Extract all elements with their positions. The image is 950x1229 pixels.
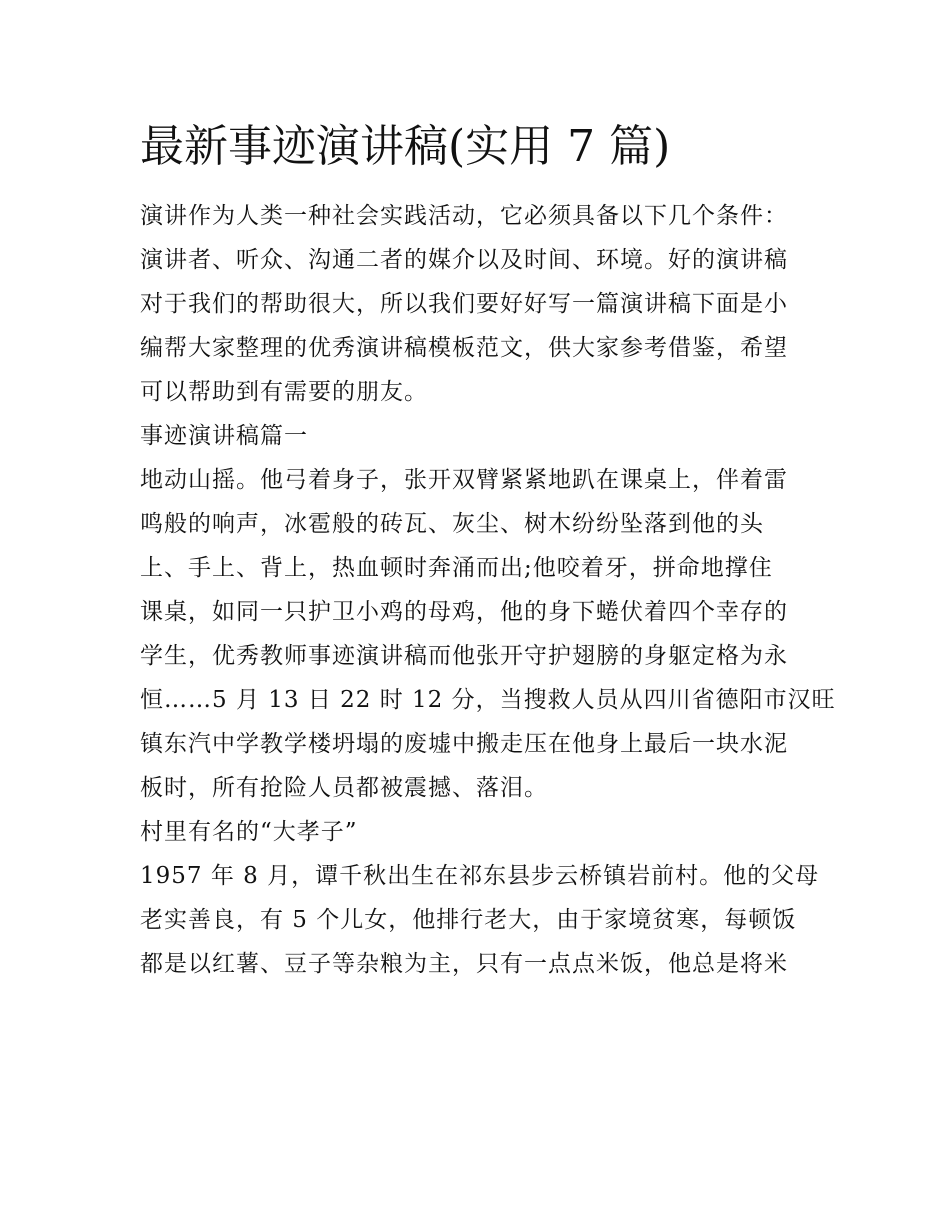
subheading: 村里有名的“大孝子” [140, 819, 358, 845]
intro-line: 可以帮助到有需要的朋友。 [140, 379, 428, 405]
paragraph-line: 恒……5 月 13 日 22 时 12 分，当搜救人员从四川省德阳市汉旺 [140, 687, 836, 713]
body-paragraph-1 [140, 458, 836, 810]
paragraph-line: 老实善良，有 5 个儿女，他排行老大，由于家境贫寒，每顿饭 [140, 907, 797, 933]
paragraph-line: 1957 年 8 月，谭千秋出生在祁东县步云桥镇岩前村。他的父母 [140, 863, 820, 889]
section-heading: 事迹演讲稿篇一 [140, 423, 308, 449]
document-title: 最新事迹演讲稿(实用 7 篇) [140, 121, 671, 172]
paragraph-line: 鸣般的响声，冰雹般的砖瓦、灰尘、树木纷纷坠落到他的头 [140, 511, 764, 537]
paragraph-line: 镇东汽中学教学楼坍塌的废墟中搬走压在他身上最后一块水泥 [140, 731, 788, 757]
intro-paragraph [140, 194, 812, 414]
body-paragraph-2 [140, 854, 820, 986]
paragraph-line: 上、手上、背上，热血顿时奔涌而出;他咬着牙，拼命地撑住 [140, 555, 773, 581]
paragraph-line: 学生，优秀教师事迹演讲稿而他张开守护翅膀的身躯定格为永 [140, 643, 788, 669]
document-body [140, 112, 836, 986]
intro-line: 演讲者、听众、沟通二者的媒介以及时间、环境。好的演讲稿 [140, 247, 788, 273]
intro-line: 编帮大家整理的优秀演讲稿模板范文，供大家参考借鉴，希望 [140, 335, 788, 361]
intro-line: 演讲作为人类一种社会实践活动，它必须具备以下几个条件： [140, 203, 788, 229]
paragraph-line: 板时，所有抢险人员都被震撼、落泪。 [140, 775, 548, 801]
paragraph-line: 都是以红薯、豆子等杂粮为主，只有一点点米饭，他总是将米 [140, 951, 788, 977]
intro-line: 对于我们的帮助很大，所以我们要好好写一篇演讲稿下面是小 [140, 291, 788, 317]
paragraph-line: 地动山摇。他弓着身子，张开双臂紧紧地趴在课桌上，伴着雷 [140, 467, 788, 493]
paragraph-line: 课桌，如同一只护卫小鸡的母鸡，他的身下蜷伏着四个幸存的 [140, 599, 788, 625]
